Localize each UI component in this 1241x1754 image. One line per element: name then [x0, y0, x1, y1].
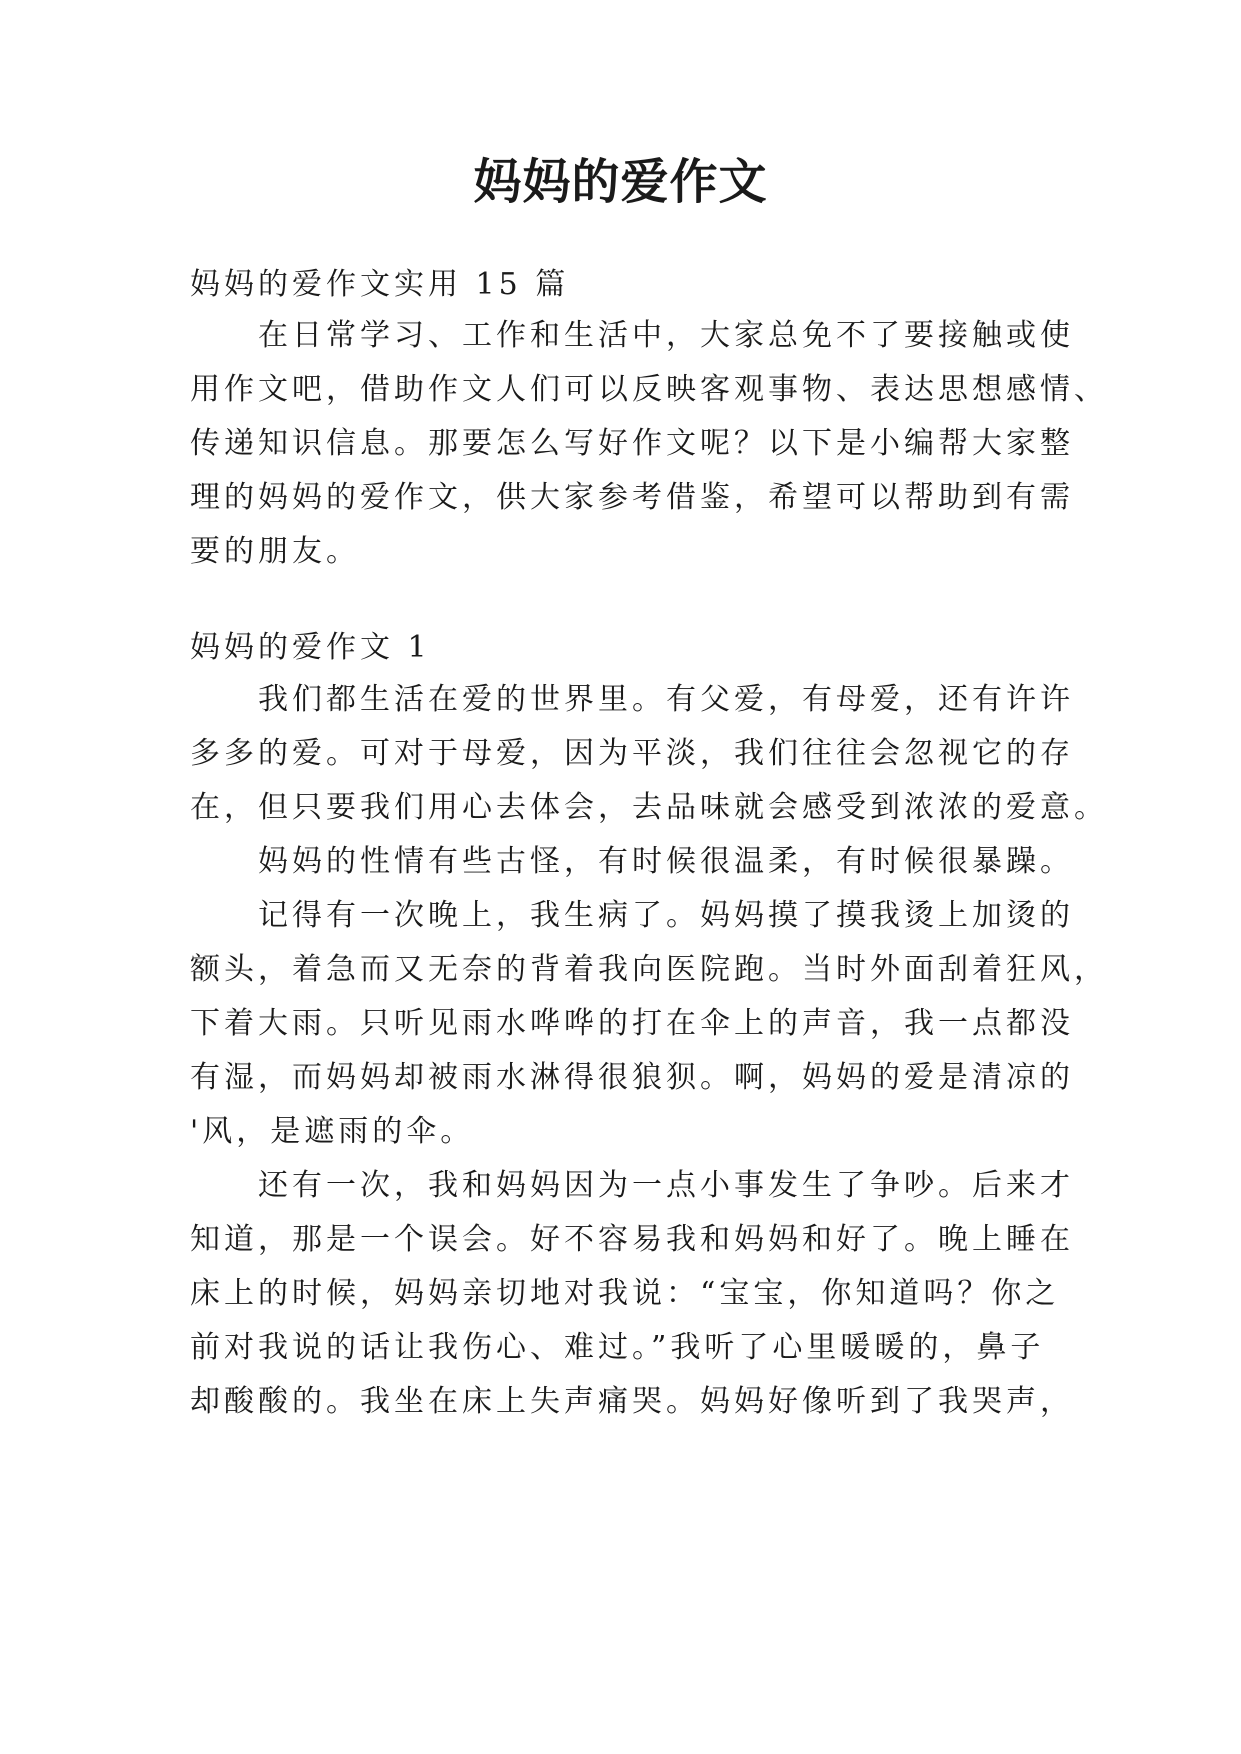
- essay-line: 在，但只要我们用心去体会，去品味就会感受到浓浓的爱意。: [190, 790, 1108, 825]
- essay-line: 妈妈的性情有些古怪，有时候很温柔，有时候很暴躁。: [258, 844, 1074, 879]
- intro-line: 要的朋友。: [190, 534, 360, 569]
- essay-line: 前对我说的话让我伤心、难过。”我听了心里暖暖的，鼻子: [190, 1330, 1045, 1365]
- essay-line: 额头，着急而又无奈的背着我向医院跑。当时外面刮着狂风，: [190, 952, 1108, 987]
- essay-line: 记得有一次晚上，我生病了。妈妈摸了摸我烫上加烫的: [258, 898, 1074, 933]
- document-subtitle: 妈妈的爱作文实用 15 篇: [190, 267, 570, 302]
- essay-line: 床上的时候，妈妈亲切地对我说：“宝宝，你知道吗？你之: [190, 1276, 1060, 1311]
- document-title: 妈妈的爱作文: [473, 154, 768, 210]
- essay-heading: 妈妈的爱作文 1: [190, 630, 431, 665]
- intro-line: 传递知识信息。那要怎么写好作文呢？以下是小编帮大家整: [190, 426, 1074, 461]
- essay-line: 我们都生活在爱的世界里。有父爱，有母爱，还有许许: [258, 682, 1074, 717]
- essay-line: 却酸酸的。我坐在床上失声痛哭。妈妈好像听到了我哭声，: [190, 1384, 1074, 1419]
- intro-line: 理的妈妈的爱作文，供大家参考借鉴，希望可以帮助到有需: [190, 480, 1074, 515]
- essay-line: 有湿，而妈妈却被雨水淋得很狼狈。啊，妈妈的爱是清凉的: [190, 1060, 1074, 1095]
- essay-line: 知道，那是一个误会。好不容易我和妈妈和好了。晚上睡在: [190, 1222, 1074, 1257]
- essay-line: 还有一次，我和妈妈因为一点小事发生了争吵。后来才: [258, 1168, 1074, 1203]
- intro-line: 用作文吧，借助作文人们可以反映客观事物、表达思想感情、: [190, 372, 1108, 407]
- essay-line: 下着大雨。只听见雨水哗哗的打在伞上的声音，我一点都没: [190, 1006, 1074, 1041]
- essay-line: 多多的爱。可对于母爱，因为平淡，我们往往会忽视它的存: [190, 736, 1074, 771]
- essay-line: '风，是遮雨的伞。: [190, 1114, 475, 1149]
- intro-line: 在日常学习、工作和生活中，大家总免不了要接触或使: [258, 318, 1074, 353]
